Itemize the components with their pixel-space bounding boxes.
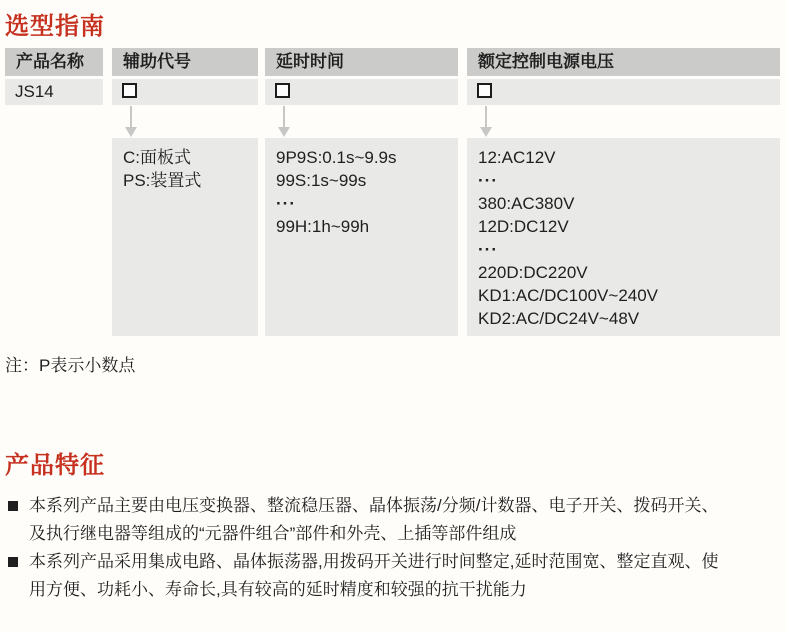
product-name-value: JS14 xyxy=(15,82,54,101)
feature-line: 本系列产品主要由电压变换器、整流稳压器、晶体振荡/分频/计数器、电子开关、拨码开关、 xyxy=(29,496,719,515)
ellipsis: ··· xyxy=(276,194,296,213)
footnote: 注：P表示小数点 xyxy=(5,356,136,375)
down-arrow-icon xyxy=(480,127,492,137)
product-name-cell xyxy=(5,79,103,105)
feature-text xyxy=(29,492,718,548)
bullet-square-icon xyxy=(8,501,18,511)
rated-voltage-option: 12D:DC12V xyxy=(478,217,569,236)
aux-code-placeholder-box xyxy=(122,83,137,98)
feature-text xyxy=(29,548,718,604)
column-header-rated-voltage: 额定控制电源电压 xyxy=(467,48,780,76)
column-rated-voltage xyxy=(467,48,780,336)
features-list xyxy=(6,492,780,604)
rated-voltage-option: KD1:AC/DC100V~240V xyxy=(478,286,659,305)
column-header-delay-time: 延时时间 xyxy=(265,48,458,76)
delay-time-cell xyxy=(265,79,458,105)
feature-line: 本系列产品采用集成电路、晶体振荡器,用拨码开关进行时间整定,延时范围宽、整定直观、使 xyxy=(29,552,719,571)
delay-time-option: 99H:1h~99h xyxy=(276,217,370,236)
column-delay-time xyxy=(265,48,458,336)
aux-code-option: C:面板式 xyxy=(123,148,191,167)
aux-code-options xyxy=(112,138,258,336)
column-header-product-name: 产品名称 xyxy=(5,48,103,76)
ellipsis: ··· xyxy=(478,171,498,190)
delay-time-option: 99S:1s~99s xyxy=(276,171,367,190)
ellipsis: ··· xyxy=(478,240,498,259)
feature-line: 用方便、功耗小、寿命长,具有较高的延时精度和较强的抗干扰能力 xyxy=(29,580,527,599)
rated-voltage-option: 12:AC12V xyxy=(478,148,556,167)
delay-time-options xyxy=(265,138,458,336)
down-arrow-icon xyxy=(125,127,137,137)
rated-voltage-cell xyxy=(467,79,780,105)
rated-voltage-option: 380:AC380V xyxy=(478,194,575,213)
rated-voltage-option: KD2:AC/DC24V~48V xyxy=(478,309,640,328)
down-arrow-icon xyxy=(283,106,285,127)
rated-voltage-placeholder-box xyxy=(477,83,492,98)
feature-item xyxy=(6,492,780,548)
feature-item xyxy=(6,548,780,604)
selection-guide-title: 选型指南 xyxy=(5,13,105,40)
column-header-aux-code: 辅助代号 xyxy=(112,48,258,76)
rated-voltage-option: 220D:DC220V xyxy=(478,263,588,282)
features-title: 产品特征 xyxy=(5,452,105,479)
aux-code-option: PS:装置式 xyxy=(123,171,202,190)
rated-voltage-options xyxy=(467,138,780,336)
aux-code-cell xyxy=(112,79,258,105)
column-aux-code xyxy=(112,48,258,336)
bullet-square-icon xyxy=(8,557,18,567)
down-arrow-icon xyxy=(278,127,290,137)
down-arrow-icon xyxy=(130,106,132,127)
down-arrow-icon xyxy=(485,106,487,127)
feature-line: 及执行继电器等组成的“元器件组合”部件和外壳、上插等部件组成 xyxy=(29,524,517,543)
column-product-name xyxy=(5,48,103,336)
delay-time-placeholder-box xyxy=(275,83,290,98)
delay-time-option: 9P9S:0.1s~9.9s xyxy=(276,148,397,167)
